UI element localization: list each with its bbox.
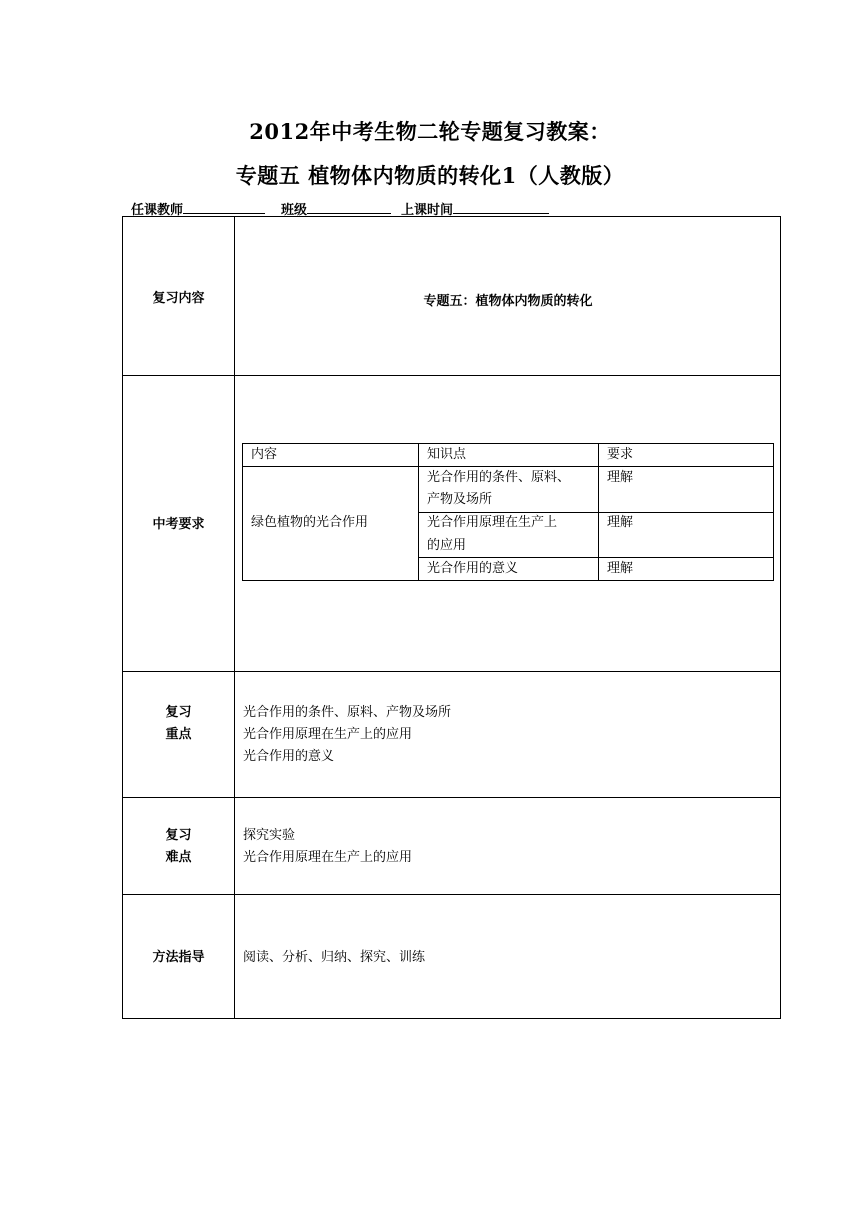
class-blank[interactable] bbox=[307, 200, 391, 214]
document-subtitle: 专题五 植物体内物质的转化1（人教版） bbox=[235, 163, 625, 188]
time-label: 上课时间 bbox=[401, 203, 454, 218]
key-point-item: 光合作用的条件、原料、产物及场所 bbox=[243, 705, 452, 720]
content-row-label: 复习内容 bbox=[152, 291, 205, 306]
key-points-row-label: 复习 bbox=[165, 705, 192, 720]
key-points-row-label: 重点 bbox=[165, 727, 192, 742]
difficulty-item: 光合作用原理在生产上的应用 bbox=[243, 850, 413, 865]
table-header-requirement: 要求 bbox=[607, 447, 634, 462]
time-blank[interactable] bbox=[453, 200, 549, 214]
teacher-blank[interactable] bbox=[183, 200, 265, 214]
row-divider bbox=[123, 375, 780, 376]
methods-row-value: 阅读、分析、归纳、探究、训练 bbox=[243, 950, 426, 965]
column-divider bbox=[234, 217, 235, 1018]
requirements-row-label: 中考要求 bbox=[152, 517, 205, 532]
table-cell-knowledge: 光合作用的条件、原料、 bbox=[427, 470, 571, 485]
table-cell-requirement: 理解 bbox=[607, 561, 634, 576]
table-header-knowledge: 知识点 bbox=[427, 447, 467, 462]
row-divider bbox=[123, 671, 780, 672]
table-cell-knowledge: 光合作用原理在生产上 bbox=[427, 515, 558, 530]
table-cell-requirement: 理解 bbox=[607, 470, 634, 485]
class-label: 班级 bbox=[281, 203, 308, 218]
table-cell-requirement: 理解 bbox=[607, 515, 634, 530]
table-cell-knowledge: 产物及场所 bbox=[427, 492, 493, 507]
content-row-value: 专题五：植物体内物质的转化 bbox=[423, 294, 593, 309]
teacher-label: 任课教师 bbox=[131, 203, 184, 218]
table-content-cell: 绿色植物的光合作用 bbox=[251, 515, 369, 530]
difficulties-row-label: 难点 bbox=[165, 850, 192, 865]
requirements-table bbox=[242, 443, 774, 581]
difficulty-item: 探究实验 bbox=[243, 828, 296, 843]
row-divider bbox=[123, 797, 780, 798]
row-divider bbox=[123, 894, 780, 895]
key-point-item: 光合作用原理在生产上的应用 bbox=[243, 727, 413, 742]
table-cell-knowledge: 的应用 bbox=[427, 538, 467, 553]
key-point-item: 光合作用的意义 bbox=[243, 749, 335, 764]
document-title: 2012年中考生物二轮专题复习教案： bbox=[249, 119, 611, 144]
difficulties-row-label: 复习 bbox=[165, 828, 192, 843]
lesson-plan-table bbox=[122, 216, 781, 1019]
methods-row-label: 方法指导 bbox=[152, 950, 205, 965]
table-cell-knowledge: 光合作用的意义 bbox=[427, 561, 519, 576]
table-header-content: 内容 bbox=[251, 447, 278, 462]
